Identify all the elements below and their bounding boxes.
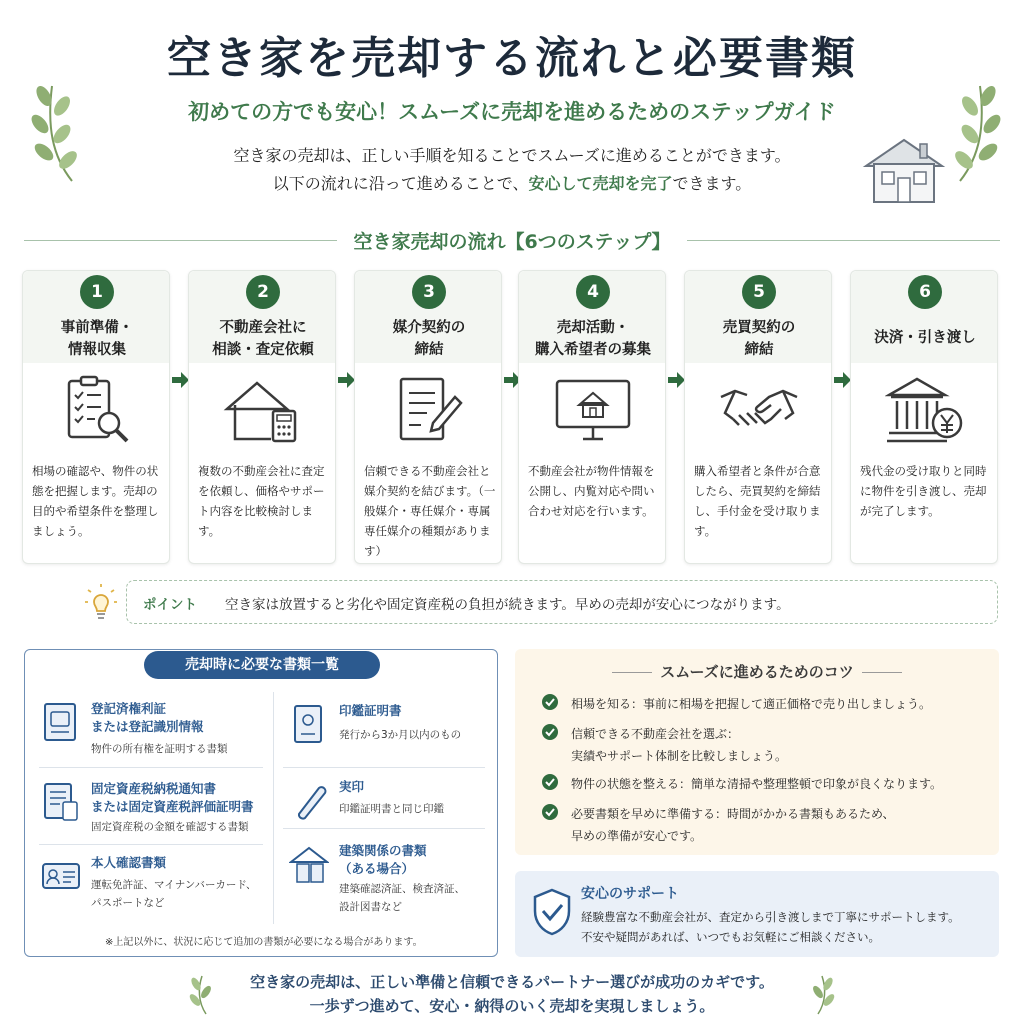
tip-text: 必要書類を早めに準備する：時間がかかる書類もあるため、 早めの準備が安心です。 [571,807,895,843]
document-subtitle: 固定資産税の金額を確認する書類 [91,821,249,833]
document-subtitle: 建築確認済証、検査済証、 設計図書など [339,883,465,913]
step-card-1 [22,270,170,564]
divider [273,692,274,924]
document-title: 建築関係の書類 （ある場合） [339,843,427,876]
house-illustration-icon [858,136,950,206]
documents-title: 売却時に必要な書類一覧 [144,651,380,679]
step-card-4 [518,270,666,564]
document-title: 印鑑証明書 [339,703,402,718]
deed-document-icon [41,700,81,744]
page-title: 空き家を売却する流れと必要書類 [167,33,857,84]
step-number: 6 [908,275,942,309]
stamp-icon [289,778,329,822]
document-subtitle: 印鑑証明書と同じ印鑑 [339,803,444,815]
document-subtitle: 物件の所有権を証明する書類 [91,743,228,755]
building-documents-icon [289,842,329,886]
house-calculator-icon [223,375,303,447]
laurel-left-icon [22,76,94,186]
step-number: 3 [412,275,446,309]
tax-notice-icon [41,780,81,824]
footer-message [0,970,1024,1018]
page-subtitle: 初めての方でも安心！スムーズに売却を進めるためのステップガイド [188,100,836,124]
documents-note: ※上記以外に、状況に応じて追加の書類が必要になる場合があります。 [105,937,423,948]
document-title: 本人確認書類 [91,855,167,870]
step-title: 媒介契約の 締結 [392,320,466,358]
arrow-right-icon [170,370,190,390]
document-subtitle: 発行から3か月以内のもの [339,729,462,741]
steps-section-header [24,224,1000,256]
document-subtitle: 運転免許証、マイナンバーカード、 パスポートなど [91,879,257,909]
intro-text [170,142,854,198]
document-title: 固定資産税納税通知書 または固定資産税評価証明書 [91,781,254,814]
checklist-magnifier-icon [57,375,137,447]
bank-yen-icon [885,375,965,447]
step-number: 5 [742,275,776,309]
step-description: 不動産会社が物件情報を公開し、内覧対応や問い合わせ対応を行います。 [528,464,655,518]
monitor-house-icon [553,375,633,447]
tip-text: 信頼できる不動産会社を選ぶ： 実績やサポート体制を比較しましょう。 [571,727,788,763]
divider [283,767,485,768]
step-title: 売買契約の 締結 [722,320,796,358]
step-title: 不動産会社に 相談・査定依頼 [212,320,314,358]
step-card-5 [684,270,832,564]
handshake-icon [719,375,799,447]
documents-panel [24,649,498,957]
footer-line-2: 一歩ずつ進めて、安心・納得のいく売却を実現しましょう。 [309,997,715,1015]
shield-check-icon [531,887,573,937]
step-title: 決済・引き渡し [874,330,976,346]
step-number: 2 [246,275,280,309]
step-number: 4 [576,275,610,309]
step-description: 購入希望者と条件が合意したら、売買契約を締結し、手付金を受け取ります。 [694,464,821,538]
support-panel [515,871,999,957]
tips-title: スムーズに進めるためのコツ [515,661,999,682]
check-circle-icon [541,803,559,821]
steps-section-title: 空き家売却の流れ【6つのステップ】 [353,230,671,253]
divider [39,767,263,768]
step-description: 残代金の受け取りと同時に物件を引き渡し、売却が完了します。 [860,464,987,518]
step-description: 信頼できる不動産会社と媒介契約を結びます。（一般媒介・専任媒介・専属専任媒介の種類があります） [364,464,496,558]
arrow-right-icon [336,370,356,390]
check-circle-icon [541,723,559,741]
tip-text: 物件の状態を整える：簡単な清掃や整理整頓で印象が良くなります。 [571,777,943,791]
document-title: 登記済権利証 または登記識別情報 [91,701,204,734]
point-text: 空き家は放置すると劣化や固定資産税の負担が続きます。早めの売却が安心につながります。 [225,597,790,613]
point-label: ポイント [143,597,197,613]
contract-pen-icon [389,375,469,447]
document-title: 実印 [339,779,365,794]
support-title: 安心のサポート [581,886,679,902]
step-card-3 [354,270,502,564]
divider [283,828,485,829]
divider [687,240,1000,241]
point-callout [126,580,998,624]
step-title: 事前準備・ 情報収集 [60,320,134,358]
support-text: 経験豊富な不動産会社が、査定から引き渡しまで丁寧にサポートします。 不安や疑問があれば、いつでもお気軽にご相談ください。 [581,910,960,944]
step-title: 売却活動・ 購入希望者の募集 [535,320,651,358]
intro-line-2: 以下の流れに沿って進めることで、安心して売却を完了できます。 [272,174,752,193]
id-card-icon [41,854,81,898]
step-description: 複数の不動産会社に査定を依頼し、価格やサポート内容を比較検討します。 [198,464,325,538]
arrow-right-icon [832,370,852,390]
tips-panel [515,649,999,855]
step-card-2 [188,270,336,564]
footer-line-1: 空き家の売却は、正しい準備と信頼できるパートナー選びが成功のカギです。 [250,973,774,991]
step-description: 相場の確認や、物件の状態を把握します。売却の目的や希望条件を整理しましょう。 [32,464,159,538]
divider [24,240,337,241]
intro-line-1: 空き家の売却は、正しい手順を知ることでスムーズに進めることができます。 [233,146,791,165]
arrow-right-icon [666,370,686,390]
seal-certificate-icon [289,702,329,746]
step-number: 1 [80,275,114,309]
steps-row [22,270,1002,566]
tip-text: 相場を知る：事前に相場を把握して適正価格で売り出しましょう。 [571,697,932,711]
divider [39,844,263,845]
lightbulb-icon [84,582,118,622]
step-card-6 [850,270,998,564]
check-circle-icon [541,773,559,791]
check-circle-icon [541,693,559,711]
